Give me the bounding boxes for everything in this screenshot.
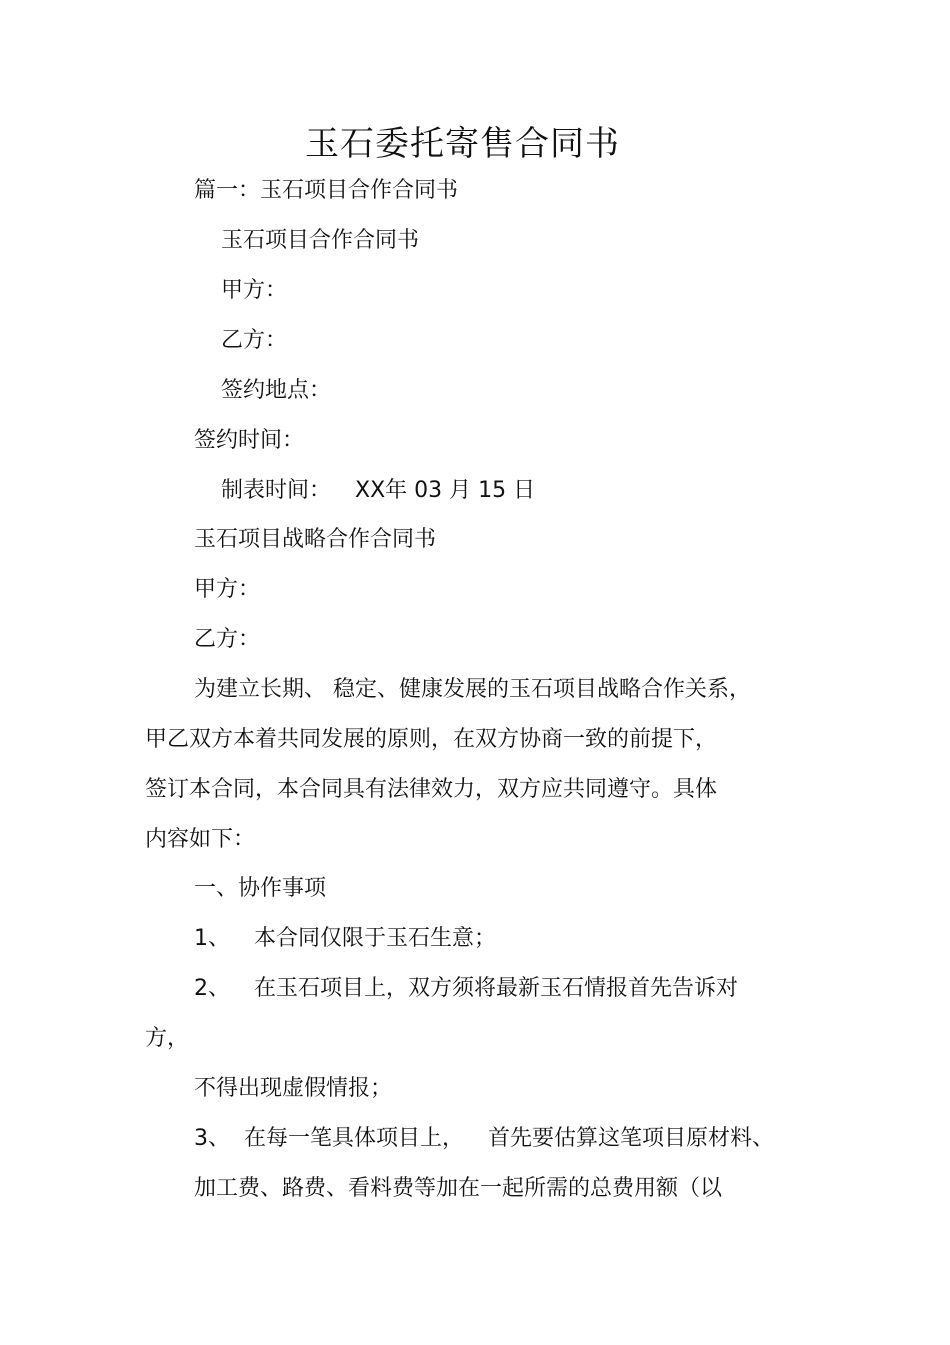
clause-number: 3、 [194, 1126, 230, 1151]
paragraph-line: 签订本合同，本合同具有法律效力，双方应共同遵守。具体 [145, 777, 718, 802]
party-a-label-2: 甲方： [194, 577, 261, 602]
clause-text: 本合同仅限于玉石生意； [254, 926, 497, 951]
tabulation-date: XX年 03 月 15 日 [355, 478, 536, 503]
clause-item-2 [194, 974, 738, 1004]
clause-text: 首先要估算这笔项目原材料、 [488, 1126, 775, 1151]
tabulation-time-label: 制表时间： [221, 478, 332, 503]
section-heading: 篇一：玉石项目合作合同书 [194, 178, 459, 203]
paragraph-line: 加工费、路费、看料费等加在一起所需的总费用额（以 [194, 1176, 723, 1201]
strategic-title: 玉石项目战略合作合同书 [194, 527, 437, 552]
clause-number: 1、 [194, 926, 230, 951]
party-b-label-2: 乙方： [194, 627, 261, 652]
clause-text: 在每一笔具体项目上， [244, 1126, 465, 1151]
clause-item-1 [194, 924, 496, 954]
signing-place-label: 签约地点： [221, 378, 332, 403]
clause-number: 2、 [194, 976, 230, 1001]
tabulation-time [221, 476, 535, 506]
signing-time-label: 签约时间： [194, 428, 305, 453]
paragraph-line: 不得出现虚假情报； [194, 1076, 393, 1101]
paragraph-line: 甲乙双方本着共同发展的原则，在双方协商一致的前提下， [145, 727, 718, 752]
clause-text: 在玉石项目上，双方须将最新玉石情报首先告诉对 [254, 976, 739, 1001]
document-title: 玉石委托寄售合同书 [305, 124, 620, 164]
party-b-label: 乙方： [221, 328, 288, 353]
clause-heading: 一、协作事项 [194, 876, 327, 901]
clause-item-3 [194, 1124, 774, 1154]
paragraph-line: 为建立长期、 稳定、健康发展的玉石项目战略合作关系， [194, 677, 751, 702]
paragraph-line: 方， [145, 1026, 190, 1051]
subtitle: 玉石项目合作合同书 [221, 228, 420, 253]
paragraph-line: 内容如下： [145, 827, 256, 852]
party-a-label: 甲方： [221, 278, 288, 303]
